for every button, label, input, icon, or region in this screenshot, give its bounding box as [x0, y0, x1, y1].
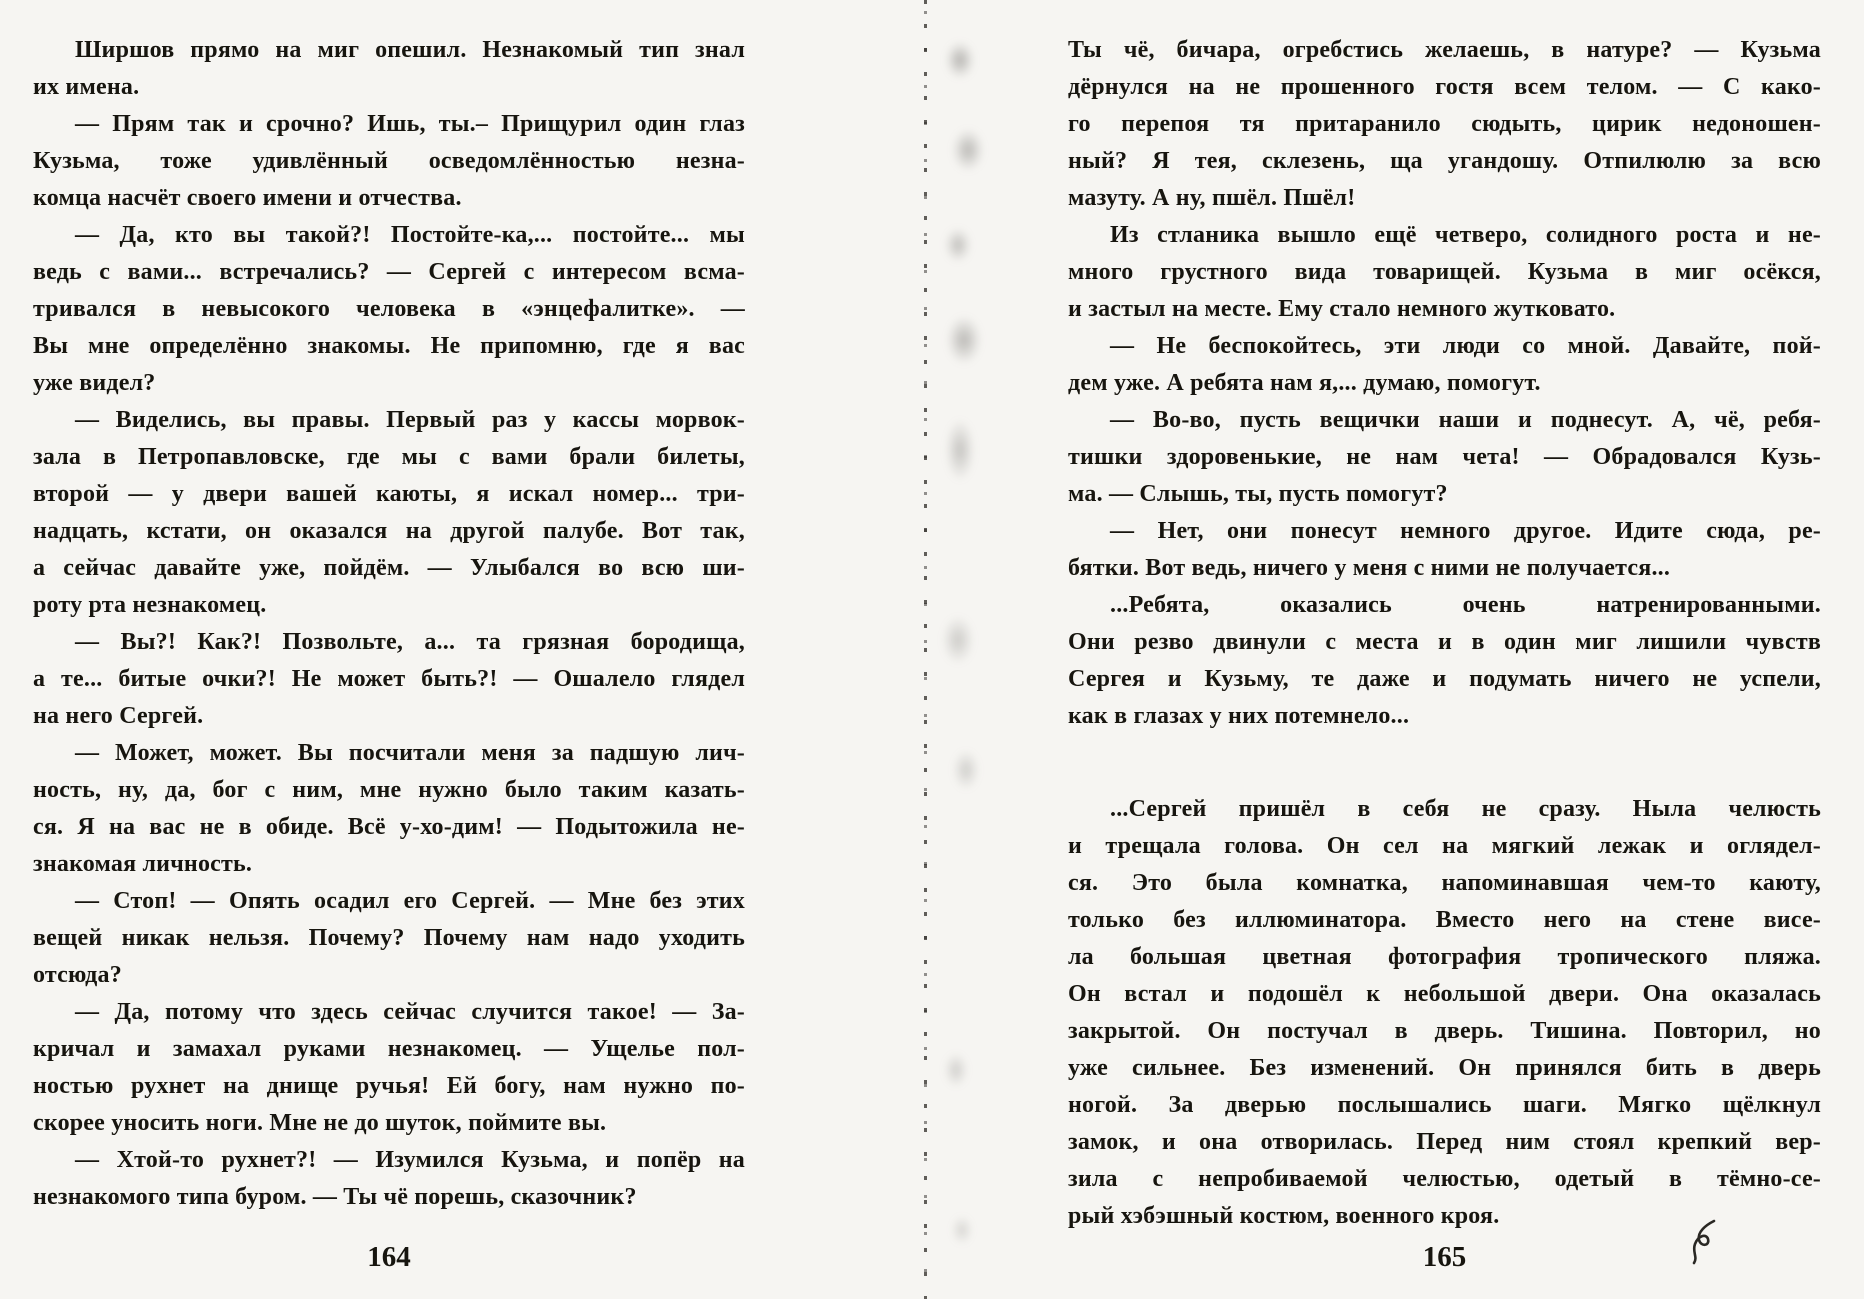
text-line: их имена. [33, 74, 140, 100]
text-line: ся. Это была комнатка, напоминавшая чем-то каюту, [1068, 870, 1821, 896]
text-line: ведь с вами... встречались? — Сергей с интересом всма- [33, 259, 745, 285]
text-line: а сейчас давайте уже, пойдём. — Улыбался во всю ши- [33, 555, 745, 581]
text-line: Вы мне определённо знакомы. Не припомню, где я вас [33, 333, 745, 359]
text-line: Ты чё, бичара, огребстись желаешь, в натуре? — Кузьма [1068, 37, 1821, 63]
text-line: ностью рухнет на днище ручья! Ей богу, нам нужно по- [33, 1073, 745, 1099]
text-line: Ширшов прямо на миг опешил. Незнакомый тип знал [75, 37, 745, 63]
text-line: кричал и замахал руками незнакомец. — Ущелье пол- [33, 1036, 745, 1062]
text-line: — Да, кто вы такой?! Постойте-ка,... постойте... мы [75, 222, 745, 248]
text-line: уже сильнее. Без изменений. Он принялся бить в дверь [1068, 1055, 1821, 1081]
text-line: — Хтой-то рухнет?! — Изумился Кузьма, и попёр на [75, 1147, 745, 1173]
text-line: мазуту. А ну, пшёл. Пшёл! [1068, 185, 1356, 211]
text-line: — Во-во, пусть вещички наши и поднесут. А, чё, ребя- [1110, 407, 1821, 433]
text-line: — Виделись, вы правы. Первый раз у кассы морвок- [75, 407, 745, 433]
text-line: роту рта незнакомец. [33, 592, 267, 618]
text-line: ный? Я тея, склезень, ща угандошу. Отпилюлю за всю [1068, 148, 1821, 174]
text-line: Они резво двинули с места и в один миг лишили чувств [1068, 629, 1821, 655]
text-line: Сергея и Кузьму, те даже и подумать ничего не успели, [1068, 666, 1821, 692]
text-line: а те... битые очки?! Не может быть?! — Ошалело глядел [33, 666, 745, 692]
text-line: и трещала голова. Он сел на мягкий лежак и оглядел- [1068, 833, 1821, 859]
text-line: второй — у двери вашей каюты, я искал номер... три- [33, 481, 745, 507]
text-line: ма. — Слышь, ты, пусть помогут? [1068, 481, 1448, 507]
text-line: ...Сергей пришёл в себя не сразу. Ныла челюсть [1110, 796, 1821, 822]
text-line: на него Сергей. [33, 703, 204, 729]
text-line: дем уже. А ребята нам я,... думаю, помогут. [1068, 370, 1541, 396]
text-line: ла большая цветная фотография тропического пляжа. [1068, 944, 1821, 970]
text-line: го перепоя тя притаранило сюдыть, цирик недоношен- [1068, 111, 1821, 137]
text-line: — Вы?! Как?! Позвольте, а... та грязная бородища, [75, 629, 745, 655]
text-line: закрытой. Он постучал в дверь. Тишина. Повторил, но [1068, 1018, 1821, 1044]
text-line: — Стоп! — Опять осадил его Сергей. — Мне без этих [75, 888, 745, 914]
text-line: Из стланика вышло ещё четверо, солидного роста и не- [1110, 222, 1821, 248]
text-line: скорее уносить ноги. Мне не до шуток, поймите вы. [33, 1110, 607, 1136]
text-line: — Может, может. Вы посчитали меня за падшую лич- [75, 740, 745, 766]
text-line: — Не беспокойтесь, эти люди со мной. Давайте, пой- [1110, 333, 1821, 359]
text-line: ность, ну, да, бог с ним, мне нужно было таким казать- [33, 777, 745, 803]
text-line: зала в Петропавловске, где мы с вами брали билеты, [33, 444, 745, 470]
text-line: тривался в невысокого человека в «энцефалитке». — [33, 296, 745, 322]
text-line: дёрнулся на не прошенного гостя всем телом. — С како- [1068, 74, 1821, 100]
binding-stitch-marks [924, 0, 927, 1299]
text-line: знакомая личность. [33, 851, 253, 877]
text-line: комца насчёт своего имени и отчества. [33, 185, 462, 211]
text-line: отсюда? [33, 962, 122, 988]
text-line: только без иллюминатора. Вместо него на стене висе- [1068, 907, 1821, 933]
text-line: уже видел? [33, 370, 156, 396]
page-left-number: 164 [367, 1241, 411, 1273]
text-line: незнакомого типа буром. — Ты чё порешь, сказочник? [33, 1184, 637, 1210]
text-line: надцать, кстати, он оказался на другой палубе. Вот так, [33, 518, 745, 544]
text-line: рый хэбэшный костюм, военного кроя. [1068, 1203, 1500, 1229]
page-right-text-column [1068, 32, 1821, 1235]
text-line: Кузьма, тоже удивлённый осведомлённостью незна- [33, 148, 745, 174]
text-line: вещей никак нельзя. Почему? Почему нам надо уходить [33, 925, 745, 951]
text-line: — Да, потому что здесь сейчас случится такое! — За- [75, 999, 745, 1025]
text-line: тишки здоровенькие, не нам чета! — Обрадовался Кузь- [1068, 444, 1821, 470]
text-line: замок, и она отворилась. Перед ним стоял крепкий вер- [1068, 1129, 1821, 1155]
text-line: Он встал и подошёл к небольшой двери. Она оказалась [1068, 981, 1821, 1007]
text-line: зила с непробиваемой челюстью, одетый в тёмно-се- [1068, 1166, 1821, 1192]
text-line: — Нет, они понесут немного другое. Идите сюда, ре- [1110, 518, 1821, 544]
text-line: ...Ребята, оказались очень натренированными. [1110, 592, 1821, 618]
text-line: ногой. За дверью послышались шаги. Мягко щёлкнул [1068, 1092, 1821, 1118]
page-left-text-column [33, 32, 745, 1216]
text-line: ся. Я на вас не в обиде. Всё у-хо-дим! — Подытожила не- [33, 814, 745, 840]
text-line: — Прям так и срочно? Ишь, ты.– Прищурил один глаз [75, 111, 745, 137]
page-right-number: 165 [1422, 1241, 1467, 1273]
ink-squiggle-mark [1684, 1216, 1722, 1268]
text-line: как в глазах у них потемнело... [1068, 703, 1410, 729]
text-line: много грустного вида товарищей. Кузьма в миг осёкся, [1068, 259, 1821, 285]
text-line: и застыл на месте. Ему стало немного жутковато. [1068, 296, 1616, 322]
text-line: бятки. Вот ведь, ничего у меня с ними не получается... [1068, 555, 1671, 581]
binding-smudge [930, 0, 1002, 1299]
